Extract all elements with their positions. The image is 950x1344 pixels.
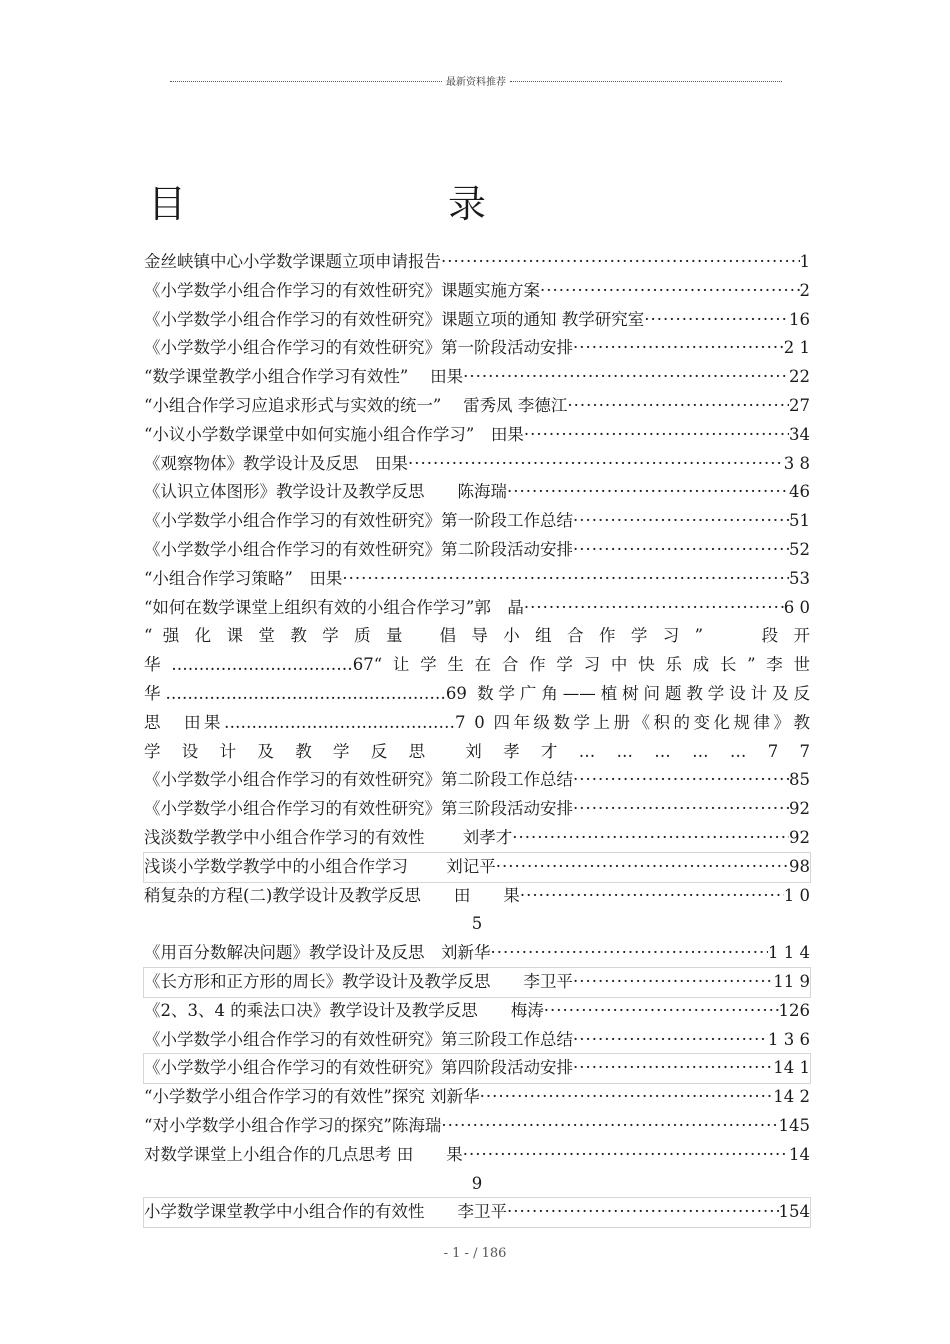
toc-entry-title: 《小学数学小组合作学习的有效性研究》课题立项的通知 教学研究室 bbox=[144, 309, 645, 329]
dot-leader bbox=[512, 824, 789, 853]
toc-entry-page: 27 bbox=[789, 395, 810, 415]
toc-entry[interactable] bbox=[144, 1112, 810, 1141]
toc-entry-page: 1 bbox=[799, 252, 810, 271]
toc-wrapped-page: 9 bbox=[471, 1173, 483, 1193]
page-header bbox=[170, 72, 782, 88]
dot-leader bbox=[573, 766, 789, 795]
toc-entry-page: 16 bbox=[789, 309, 810, 329]
toc-flow-line: 华……………………………………………69 数学广角——植树问题教学设计及反 bbox=[144, 683, 810, 703]
toc-entry-page: 85 bbox=[789, 770, 810, 790]
dot-leader bbox=[408, 450, 784, 479]
toc-entry[interactable] bbox=[144, 536, 810, 565]
toc-entry[interactable] bbox=[144, 882, 810, 911]
toc-entry-title: 浅谈小学数学教学中的小组合作学习 刘记平 bbox=[144, 856, 496, 876]
dot-leader bbox=[573, 334, 784, 363]
toc-entry-title: 金丝峡镇中心小学数学课题立项申请报告 bbox=[144, 252, 441, 271]
toc-entry-title: “小议小学数学课堂中如何实施小组合作学习” 田果 bbox=[144, 424, 524, 444]
toc-entry-title: “小组合作学习应追求形式与实效的统一” 雷秀凤 李德江 bbox=[144, 395, 568, 415]
toc-entry[interactable] bbox=[144, 565, 810, 594]
toc-entry-title: “小组合作学习策略” 田果 bbox=[144, 568, 343, 588]
dot-leader bbox=[441, 1112, 778, 1141]
toc-entry-title: 《小学数学小组合作学习的有效性研究》第一阶段工作总结 bbox=[144, 511, 573, 531]
toc-entry[interactable] bbox=[144, 248, 810, 277]
toc-entry-page: 52 bbox=[789, 539, 810, 559]
toc-entry-title: 《小学数学小组合作学习的有效性研究》课题实施方案 bbox=[144, 280, 540, 300]
toc-entry-page: 126 bbox=[778, 1000, 810, 1020]
toc-entry-page: 3 8 bbox=[783, 453, 810, 473]
dot-leader bbox=[573, 795, 789, 824]
dot-leader bbox=[544, 997, 779, 1026]
toc-entry-page: 2 bbox=[799, 280, 810, 300]
toc-entry[interactable] bbox=[144, 1026, 810, 1055]
dot-leader bbox=[441, 248, 800, 277]
toc-entry-title: “小学数学小组合作学习的有效性”探究 刘新华 bbox=[144, 1087, 480, 1107]
dot-leader bbox=[491, 939, 769, 968]
table-of-contents bbox=[144, 248, 810, 1227]
toc-flow-line: 思 田果……………………………………7 0 四年级数学上册《积的变化规律》教 bbox=[144, 712, 810, 732]
toc-entry-page: 6 0 bbox=[783, 597, 810, 617]
toc-entry-page: 98 bbox=[789, 856, 810, 876]
toc-entry[interactable] bbox=[144, 450, 810, 479]
toc-entry-title: 《2、3、4 的乘法口决》教学设计及教学反思 梅涛 bbox=[144, 1000, 544, 1020]
dot-leader bbox=[573, 968, 773, 997]
dot-leader bbox=[540, 277, 800, 306]
toc-entry-page: 14 2 bbox=[773, 1087, 810, 1107]
toc-entry[interactable] bbox=[144, 1083, 810, 1112]
header-dots-right bbox=[510, 81, 782, 82]
toc-entry-title: 《小学数学小组合作学习的有效性研究》第一阶段活动安排 bbox=[144, 338, 573, 358]
toc-entry[interactable] bbox=[144, 306, 810, 335]
toc-flow-line: 华……………………………67“让学生在合作学习中快乐成长”李世 bbox=[144, 655, 810, 675]
toc-entry-page: 1 1 4 bbox=[768, 943, 810, 963]
toc-entry-page: 1 3 6 bbox=[768, 1029, 810, 1049]
toc-entry-title: 《认识立体图形》教学设计及教学反思 陈海瑞 bbox=[144, 482, 507, 502]
toc-entry[interactable] bbox=[144, 1054, 810, 1083]
toc-entry-page: 53 bbox=[789, 568, 810, 588]
toc-entry-title: 《小学数学小组合作学习的有效性研究》第三阶段工作总结 bbox=[144, 1029, 573, 1049]
dot-leader bbox=[520, 882, 784, 911]
toc-entry[interactable] bbox=[144, 1141, 810, 1170]
toc-entry[interactable] bbox=[144, 392, 810, 421]
toc-entry-page: 51 bbox=[789, 511, 810, 531]
toc-entry-title: “如何在数学课堂上组织有效的小组合作学习”郭 晶 bbox=[144, 597, 524, 617]
dot-leader bbox=[342, 565, 789, 594]
toc-entry-title: 对数学课堂上小组合作的几点思考 田 果 bbox=[144, 1144, 463, 1164]
toc-entry[interactable] bbox=[144, 853, 810, 882]
toc-entry[interactable] bbox=[144, 507, 810, 536]
toc-entry[interactable] bbox=[144, 795, 810, 824]
header-text: 最新资料推荐 bbox=[446, 76, 506, 88]
dot-leader bbox=[524, 594, 784, 623]
toc-entry-title: 稍复杂的方程(二)教学设计及教学反思 田 果 bbox=[144, 885, 520, 905]
toc-entry-page: 14 1 bbox=[773, 1058, 810, 1078]
toc-entry-title: 《长方形和正方形的周长》教学设计及教学反思 李卫平 bbox=[144, 971, 573, 991]
toc-wrapped-page: 5 bbox=[471, 914, 483, 934]
toc-entry-title: 小学数学课堂教学中小组合作的有效性 李卫平 bbox=[144, 1202, 507, 1222]
dot-leader bbox=[567, 392, 789, 421]
toc-entry[interactable] bbox=[144, 1198, 810, 1227]
toc-entry[interactable] bbox=[144, 421, 810, 450]
toc-entry[interactable] bbox=[144, 277, 810, 306]
toc-entry-page: 34 bbox=[789, 424, 810, 444]
dot-leader bbox=[524, 421, 789, 450]
dot-leader bbox=[644, 306, 789, 335]
dot-leader bbox=[507, 478, 789, 507]
toc-entry-title: 《观察物体》教学设计及反思 田果 bbox=[144, 453, 408, 473]
toc-entry[interactable] bbox=[144, 997, 810, 1026]
page-number: - 1 - / 186 bbox=[443, 1246, 507, 1261]
dot-leader bbox=[463, 1141, 789, 1170]
title-right-char: 录 bbox=[448, 182, 487, 226]
toc-entry-title: 《小学数学小组合作学习的有效性研究》第四阶段活动安排 bbox=[144, 1058, 573, 1078]
dot-leader bbox=[573, 536, 789, 565]
toc-entry[interactable] bbox=[144, 824, 810, 853]
dot-leader bbox=[573, 507, 789, 536]
dot-leader bbox=[573, 1054, 773, 1083]
toc-entry-title: “数学课堂教学小组合作学习有效性” 田果 bbox=[144, 367, 464, 387]
toc-entry-page: 14 bbox=[789, 1144, 810, 1164]
toc-entry-title: 《用百分数解决问题》教学设计及反思 刘新华 bbox=[144, 943, 491, 963]
dot-leader bbox=[496, 853, 789, 882]
toc-entry[interactable] bbox=[144, 968, 810, 997]
toc-entry[interactable] bbox=[144, 334, 810, 363]
toc-flow-line: 学 设 计 及 教 学 反 思 刘 孝 才 … … … … … 7 7 bbox=[144, 741, 810, 761]
toc-entry-page: 1 0 bbox=[783, 885, 810, 905]
toc-entry[interactable] bbox=[144, 478, 810, 507]
toc-entry[interactable] bbox=[144, 766, 810, 795]
toc-entry-page: 92 bbox=[789, 799, 810, 819]
toc-entry-title: 《小学数学小组合作学习的有效性研究》第二阶段活动安排 bbox=[144, 539, 573, 559]
header-dots-left bbox=[170, 81, 442, 82]
toc-entry-page: 92 bbox=[789, 827, 810, 847]
toc-entry-title: 《小学数学小组合作学习的有效性研究》第三阶段活动安排 bbox=[144, 799, 573, 819]
toc-entry-title: 《小学数学小组合作学习的有效性研究》第二阶段工作总结 bbox=[144, 770, 573, 790]
dot-leader bbox=[480, 1083, 774, 1112]
dot-leader bbox=[463, 363, 789, 392]
toc-entry-page: 46 bbox=[789, 482, 810, 502]
toc-flow-line: “ 强 化 课 堂 教 学 质 量 倡 导 小 组 合 作 学 习 ” 段 开 bbox=[144, 626, 810, 646]
toc-entry-page: 154 bbox=[778, 1202, 810, 1222]
toc-entry-title: “对小学数学小组合作学习的探究”陈海瑞 bbox=[144, 1115, 442, 1135]
page-title bbox=[148, 176, 508, 232]
toc-entry[interactable] bbox=[144, 594, 810, 623]
toc-entry-page: 145 bbox=[778, 1115, 810, 1135]
toc-entry[interactable] bbox=[144, 939, 810, 968]
toc-entry-page: 11 9 bbox=[773, 971, 810, 991]
toc-entry[interactable] bbox=[144, 363, 810, 392]
toc-entry-page: 22 bbox=[789, 367, 810, 387]
dot-leader bbox=[507, 1198, 779, 1227]
title-left-char: 目 bbox=[148, 182, 187, 226]
dot-leader bbox=[573, 1026, 768, 1055]
toc-entry-title: 浅淡数学教学中小组合作学习的有效性 刘孝才 bbox=[144, 827, 513, 847]
toc-entry-page: 2 1 bbox=[783, 338, 810, 358]
